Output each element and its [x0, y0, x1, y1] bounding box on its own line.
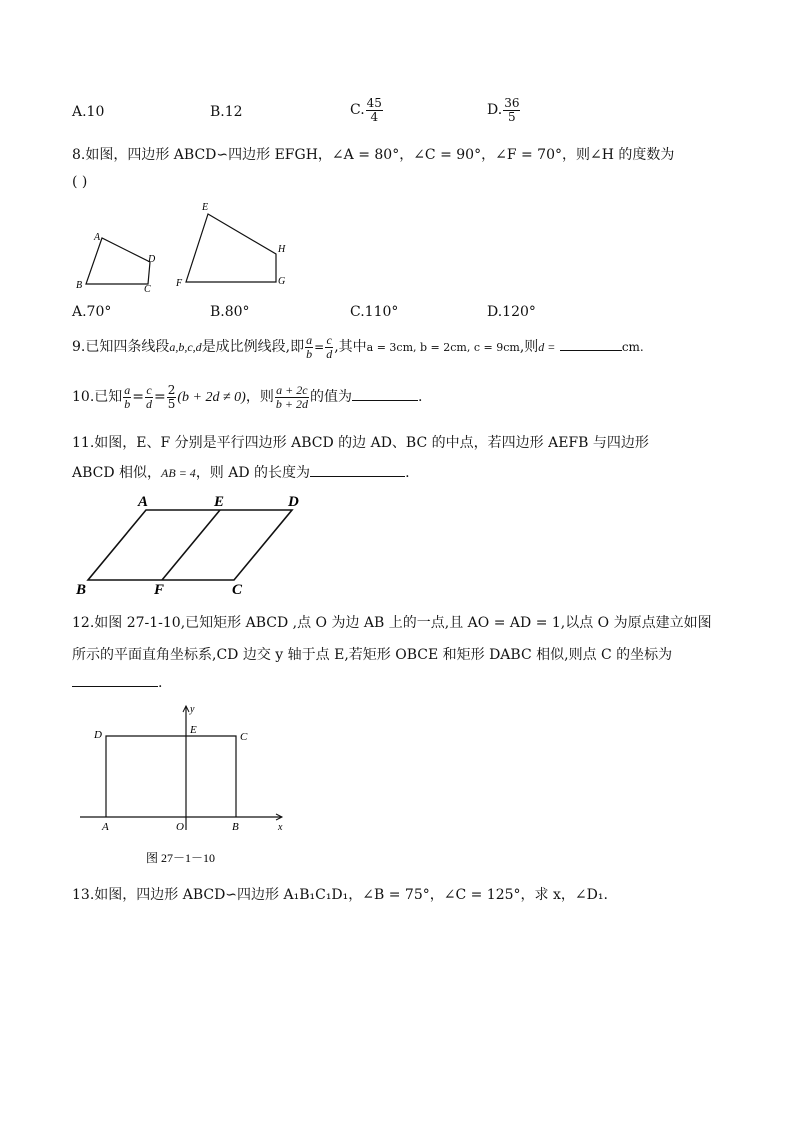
q7-option-c-den: 4	[370, 109, 379, 124]
q8-option-a: A.70°	[72, 304, 112, 320]
q7-option-a: A.10	[72, 104, 105, 120]
q9-text3: ,其中	[334, 339, 367, 356]
q11-label-f: F	[154, 582, 165, 598]
q11-label-a: A	[138, 494, 149, 510]
q11-label-b: B	[76, 582, 87, 598]
q12-line3	[72, 674, 162, 691]
q10-cond: (b + 2d ≠ 0)	[177, 390, 246, 406]
q11-line1: 11.如图，E、F 分别是平行四边形 ABCD 的边 AD、BC 的中点，若四边形 AEFB 与四边形	[72, 435, 649, 451]
q9-f1-den: b	[306, 346, 313, 361]
q11-answer-blank[interactable]	[310, 464, 405, 477]
q9-f1-num: a	[306, 333, 313, 347]
q11-line2-b: AB = 4	[161, 466, 196, 480]
q12-figure	[76, 700, 296, 870]
q11-line2-c: ，则 AD 的长度为	[195, 465, 311, 481]
q8-label-e: E	[202, 202, 209, 213]
q8-label-a: A	[94, 232, 101, 243]
q13-text: 13.如图，四边形 ABCD∽四边形 A₁B₁C₁D₁，∠B = 75°，∠C = 125°，求 x，∠D₁.	[72, 887, 608, 903]
q11-label-c: C	[232, 582, 243, 598]
q8-option-d: D.120°	[487, 304, 536, 320]
rectangle-abcd	[106, 736, 236, 817]
q9-vars: a,b,c,d	[169, 340, 202, 355]
q12-label-x: x	[278, 822, 283, 833]
q7-option-d-prefix: D.	[487, 102, 503, 119]
q11-line2-end: .	[405, 465, 410, 481]
q10-text3: 的值为	[309, 389, 352, 406]
q11-label-e: E	[214, 494, 225, 510]
q8-label-h: H	[278, 244, 286, 255]
q12-label-c: C	[240, 731, 248, 743]
q8-text-line1: 8.如图，四边形 ABCD∽四边形 EFGH，∠A = 80°，∠C = 90°，∠F = 70°，则∠H 的度数为	[72, 147, 675, 163]
q10-f4-num: a + 2c	[276, 383, 308, 397]
q8-label-f: F	[176, 278, 183, 289]
q10-f1-num: a	[124, 383, 131, 397]
q10-eq2: =	[154, 389, 166, 406]
q11-line2-a: ABCD 相似，	[72, 465, 162, 481]
q9-text2: 是成比例线段,即	[201, 339, 305, 356]
q10-f2-den: d	[146, 396, 152, 411]
q8-label-g: G	[278, 276, 286, 287]
q11-figure	[72, 490, 312, 600]
q10-f1-den: b	[124, 396, 131, 411]
q12-label-o: O	[176, 821, 184, 833]
q12-label-d: D	[94, 729, 102, 741]
q9-eq: =	[314, 340, 325, 355]
q12-answer-blank[interactable]	[72, 674, 158, 687]
q10-f2-num: c	[146, 383, 152, 397]
q9-f2-den: d	[326, 346, 333, 361]
q8-label-c: C	[144, 284, 151, 295]
q10-text2: ，则	[245, 389, 274, 406]
q7-option-c-prefix: C.	[350, 102, 365, 119]
q8-text-line2: ( )	[72, 174, 88, 190]
q10-eq1: =	[132, 389, 144, 406]
q9-line	[72, 334, 644, 360]
q10-answer-blank[interactable]	[352, 388, 418, 401]
q8-label-b: B	[76, 280, 83, 291]
q9-given: a = 3cm, b = 2cm, c = 9cm	[366, 341, 520, 355]
q10-f3-num: 2	[167, 383, 176, 397]
quad-efgh	[186, 214, 276, 282]
q12-figure-caption: 图 27－1－10	[146, 851, 216, 865]
q10-text1: 10.已知	[72, 389, 123, 406]
q10-f3-den: 5	[167, 396, 176, 411]
q12-label-y: y	[190, 704, 195, 715]
q11-label-d: D	[288, 494, 299, 510]
quad-abcd	[86, 238, 150, 284]
q8-option-c: C.110°	[350, 304, 399, 320]
q7-option-d-num: 36	[504, 96, 520, 110]
q10-end: .	[417, 389, 423, 406]
q9-target: d =	[538, 340, 556, 355]
q7-option-d-den: 5	[508, 109, 516, 124]
q9-answer-blank[interactable]	[560, 338, 622, 351]
q9-f2-num: c	[326, 333, 332, 347]
q10-f4-den: b + 2d	[275, 396, 308, 411]
q8-option-b: B.80°	[210, 304, 250, 320]
q8-figure	[72, 196, 302, 296]
q8-label-d: D	[148, 254, 156, 265]
q12-label-b: B	[232, 821, 239, 833]
segment-ef	[162, 510, 220, 580]
q10-line	[72, 384, 422, 410]
q12-label-a: A	[102, 821, 109, 833]
q7-option-d	[487, 97, 521, 123]
q9-text1: 9.已知四条线段	[72, 339, 170, 356]
q12-line2: 所示的平面直角坐标系,CD 边交 y 轴于点 E,若矩形 OBCE 和矩形 DABC 相似,则点 C 的坐标为	[72, 647, 673, 663]
q9-text4: ,则	[519, 339, 539, 356]
q12-line1: 12.如图 27-1-10,已知矩形 ABCD ,点 O 为边 AB 上的一点,且 AO = AD = 1,以点 O 为原点建立如图	[72, 615, 712, 631]
q9-unit: cm.	[621, 340, 644, 355]
q12-line3-end: .	[158, 675, 163, 691]
q7-option-b: B.12	[210, 104, 243, 120]
q12-label-e: E	[190, 724, 197, 736]
q7-option-c	[350, 97, 384, 123]
q7-option-c-num: 45	[366, 96, 382, 110]
q11-line2	[72, 462, 410, 482]
